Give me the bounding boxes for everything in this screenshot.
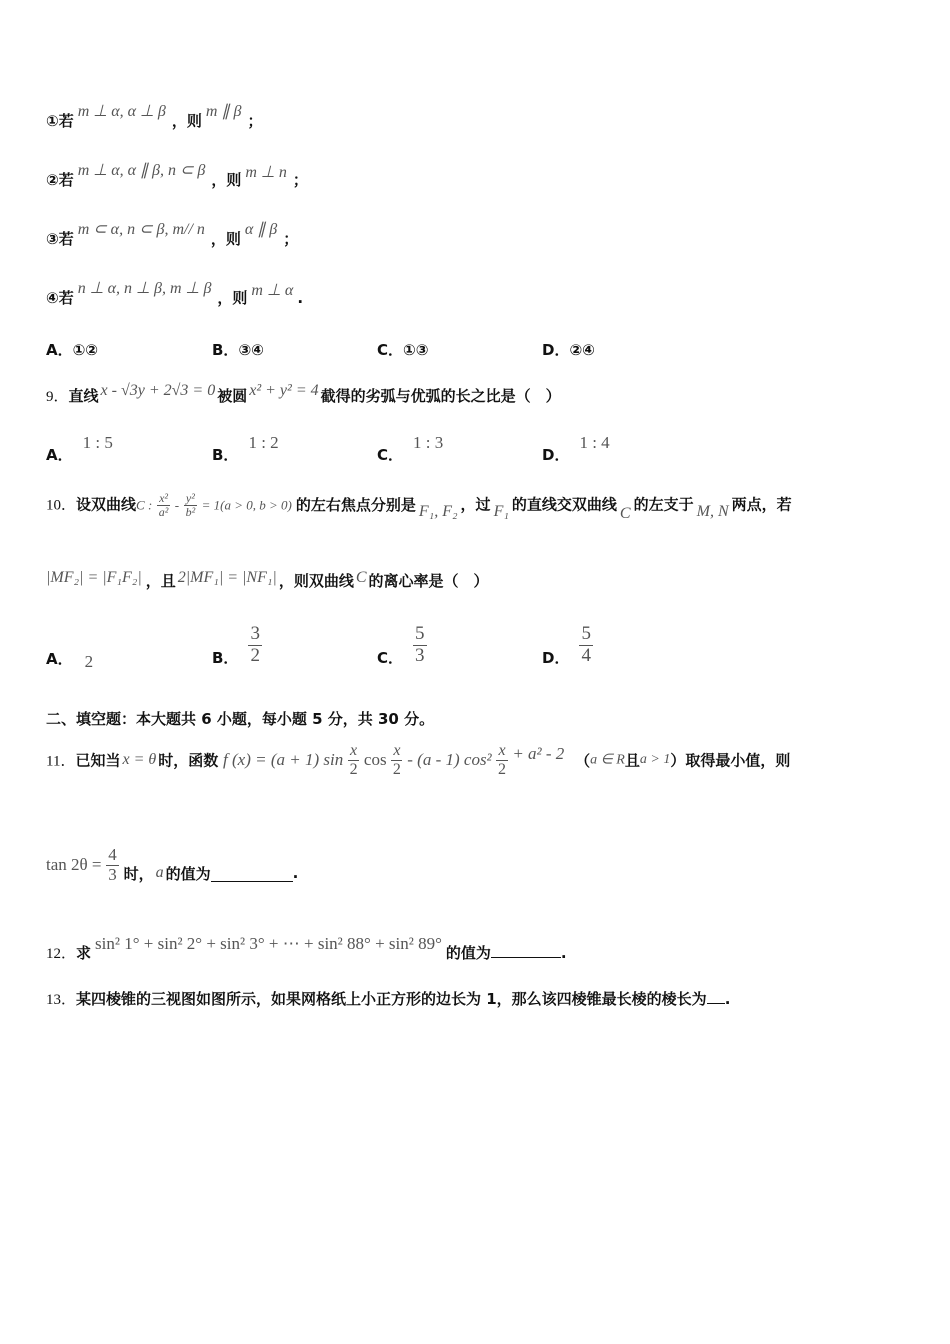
q8-option-a-label: A． [46, 341, 73, 359]
q9-option-c-label: C． [377, 446, 404, 464]
question-11-fraction-1-num: x [350, 742, 358, 759]
q10-option-a-label: A． [46, 650, 73, 668]
q10-option-c [377, 624, 427, 667]
q8-option-c [377, 339, 428, 360]
q10-option-a-text: 2 [84, 652, 94, 671]
q8-option-d-text: ②④ [569, 341, 595, 359]
question-11-text-5: ）取得最小值，则 [670, 751, 791, 770]
question-11-tan-denominator: 3 [108, 864, 117, 884]
q9-option-a-label: A． [46, 446, 73, 464]
question-13-number: 13． [46, 992, 77, 1008]
q9-option-a [46, 432, 113, 464]
statement-2-then: ，则 [211, 171, 242, 189]
q10-option-a [46, 648, 93, 669]
question-11-text-1: 已知当 [75, 751, 121, 770]
question-11-fraction-3-num: x [498, 742, 506, 759]
question-11-number: 11． [46, 753, 76, 770]
question-10-fraction-y [184, 492, 197, 519]
question-11-tan-fraction [106, 846, 119, 884]
question-11-line-2 [46, 846, 298, 884]
q8-option-b [212, 339, 264, 360]
question-10-text-9: 的离心率是（ ） [368, 572, 489, 590]
q10-option-c-denominator: 3 [415, 644, 425, 666]
q10-option-b-numerator: 3 [250, 623, 260, 644]
question-11-function-mid: - (a - 1) cos² [407, 750, 492, 770]
question-10-foci: F₁, F₂ [418, 502, 458, 520]
question-13-end: . [724, 990, 731, 1008]
q10-option-d [542, 624, 593, 667]
question-10-equation-rest: = 1(a > 0, b > 0) [201, 497, 292, 513]
statement-4-result: m ⊥ α [251, 282, 294, 299]
question-12-end: . [560, 944, 567, 962]
statement-4-condition: n ⊥ α, n ⊥ β, m ⊥ β [77, 280, 212, 297]
statement-4 [46, 280, 304, 308]
q9-option-c-text: 1 : 3 [413, 433, 444, 452]
question-10-number: 10． [46, 497, 77, 514]
q10-option-b-denominator: 2 [250, 644, 260, 666]
question-11-fraction-3-den: 2 [497, 760, 506, 778]
q10-option-b-fraction [248, 624, 262, 667]
question-10-line-1 [46, 491, 792, 522]
question-10-curve-c: C [619, 504, 631, 522]
question-10-b2: b² [185, 505, 196, 520]
question-11-text-6: 时， [123, 864, 154, 883]
question-12-text-2: 的值为 [445, 944, 491, 962]
q9-option-b-label: B． [212, 446, 239, 464]
q8-option-a [46, 339, 98, 360]
question-10-a2: a² [158, 505, 169, 520]
q8-option-d [542, 339, 595, 360]
question-10-condition-2: 2|MF₁| = |NF₁| [177, 569, 277, 586]
question-11-domain: a ∈ R [590, 752, 625, 768]
question-11-function-tail: + a² - 2 [512, 744, 565, 764]
statement-3-end: ； [283, 230, 299, 248]
question-11-cos: cos [363, 750, 387, 770]
question-11-text-3: （ [575, 751, 591, 770]
question-11-tan-numerator: 4 [108, 845, 117, 864]
statement-1-then: ，则 [171, 112, 202, 130]
statement-3-mark: ③若 [46, 230, 74, 248]
q10-option-b [212, 624, 262, 667]
question-9-text-3: 截得的劣弧与优弧的长之比是（ ） [320, 387, 561, 405]
question-10-text-6: 两点，若 [731, 495, 792, 514]
q8-option-b-text: ③④ [238, 341, 264, 359]
statement-4-mark: ④若 [46, 289, 74, 307]
question-11-tan: tan 2θ = [46, 855, 102, 875]
question-10-y2: y² [185, 491, 195, 505]
question-11-var-a: a [155, 864, 164, 882]
q8-option-c-text: ①③ [403, 341, 429, 359]
statement-1-result: m ∥ β [205, 103, 242, 120]
q9-option-a-text: 1 : 5 [82, 433, 113, 452]
statement-4-end: . [297, 289, 304, 307]
q9-option-b [212, 432, 279, 464]
question-13-answer-blank[interactable] [707, 1003, 725, 1004]
question-10-text-7: ，且 [145, 572, 176, 590]
statement-2-result: m ⊥ n [245, 164, 287, 181]
q8-option-d-label: D． [542, 341, 570, 359]
question-10-text-3: ，过 [460, 495, 491, 514]
statement-1 [46, 103, 263, 131]
q10-option-c-label: C． [377, 648, 404, 667]
question-10-f1: F₁ [493, 502, 509, 520]
q9-option-b-text: 1 : 2 [248, 433, 279, 452]
statement-3-condition: m ⊂ α, n ⊂ β, m// n [77, 221, 205, 238]
q10-option-c-numerator: 5 [415, 623, 425, 644]
question-11-fraction-2 [391, 742, 402, 778]
statement-1-mark: ①若 [46, 112, 74, 130]
question-11-function-left: f (x) = (a + 1) sin [223, 750, 344, 770]
question-13-text: 某四棱锥的三视图如图所示，如果网格纸上小正方形的边长为 1，那么该四棱锥最长棱的棱长为 [76, 990, 707, 1008]
statement-2-condition: m ⊥ α, α ∥ β, n ⊂ β [77, 162, 206, 179]
question-10-curve-label: C : [136, 497, 153, 513]
question-9 [46, 382, 561, 406]
question-12-expression: sin² 1° + sin² 2° + sin² 3° + ⋯ + sin² 88° + sin² 89° [95, 934, 442, 953]
question-13 [46, 988, 730, 1009]
question-9-text-1: 直线 [68, 387, 99, 405]
q9-option-d [542, 432, 610, 464]
q10-option-d-numerator: 5 [581, 623, 591, 644]
q9-option-d-text: 1 : 4 [579, 433, 610, 452]
question-10-mn: M, N [696, 502, 729, 520]
statement-1-end: ； [247, 112, 263, 130]
q10-option-b-label: B． [212, 648, 239, 667]
question-10-text-4: 的直线交双曲线 [511, 495, 617, 514]
question-12 [46, 933, 567, 962]
question-11-fraction-2-den: 2 [392, 760, 401, 778]
question-11-fraction-2-num: x [393, 742, 401, 759]
question-9-text-2: 被圆 [217, 387, 248, 405]
statement-3-result: α ∥ β [244, 221, 278, 238]
question-10-x2: x² [159, 491, 168, 505]
q9-option-c [377, 432, 444, 464]
question-10-line-2 [46, 570, 489, 591]
question-10-curve-c-2: C [355, 569, 367, 586]
question-10-text-8: ，则双曲线 [278, 572, 354, 590]
statement-2-end: ； [292, 171, 308, 189]
q10-option-d-label: D． [542, 648, 570, 667]
statement-3 [46, 221, 299, 249]
question-12-answer-blank[interactable] [491, 957, 561, 958]
question-9-line-equation: x - √3y + 2√3 = 0 [100, 382, 216, 399]
question-11-text-7: 的值为 [165, 864, 211, 883]
q8-option-a-text: ①② [72, 341, 99, 359]
q8-option-b-label: B． [212, 341, 239, 359]
question-11-text-2: 时，函数 [158, 751, 219, 770]
section-2-title: 二、填空题：本大题共 6 小题，每小题 5 分，共 30 分。 [46, 710, 435, 728]
question-10-text-5: 的左支于 [633, 495, 694, 514]
statement-4-then: ，则 [217, 289, 248, 307]
question-11-fraction-1-den: 2 [349, 760, 358, 778]
q10-option-d-fraction [579, 624, 593, 667]
question-11-end: . [292, 864, 299, 883]
statement-2 [46, 162, 308, 190]
question-10-text-1: 设双曲线 [76, 495, 137, 514]
question-9-number: 9． [46, 389, 69, 405]
question-11-fraction-3 [496, 742, 507, 778]
question-10-minus: - [174, 497, 180, 513]
question-9-circle-equation: x² + y² = 4 [249, 382, 319, 399]
q10-option-d-denominator: 4 [581, 644, 591, 666]
question-11-condition: x = θ [122, 751, 157, 769]
q8-option-c-label: C． [377, 341, 404, 359]
statement-3-then: ，则 [210, 230, 241, 248]
question-12-text-1: 求 [76, 944, 92, 962]
q10-option-c-fraction [413, 624, 427, 667]
question-10-fraction-x [157, 492, 170, 519]
question-10-text-2: 的左右焦点分别是 [295, 495, 416, 514]
statement-1-condition: m ⊥ α, α ⊥ β [77, 103, 166, 120]
question-11-text-4: 且 [624, 751, 640, 770]
question-12-number: 12． [46, 946, 77, 962]
question-11-answer-blank[interactable] [211, 881, 293, 882]
q9-option-d-label: D． [542, 446, 570, 464]
question-11-fraction-1 [348, 742, 359, 778]
question-10-condition-1: |MF₂| = |F₁F₂| [46, 569, 142, 586]
question-11-line-1 [46, 742, 790, 778]
statement-2-mark: ②若 [46, 171, 74, 189]
question-11-domain-2: a > 1 [639, 752, 671, 768]
